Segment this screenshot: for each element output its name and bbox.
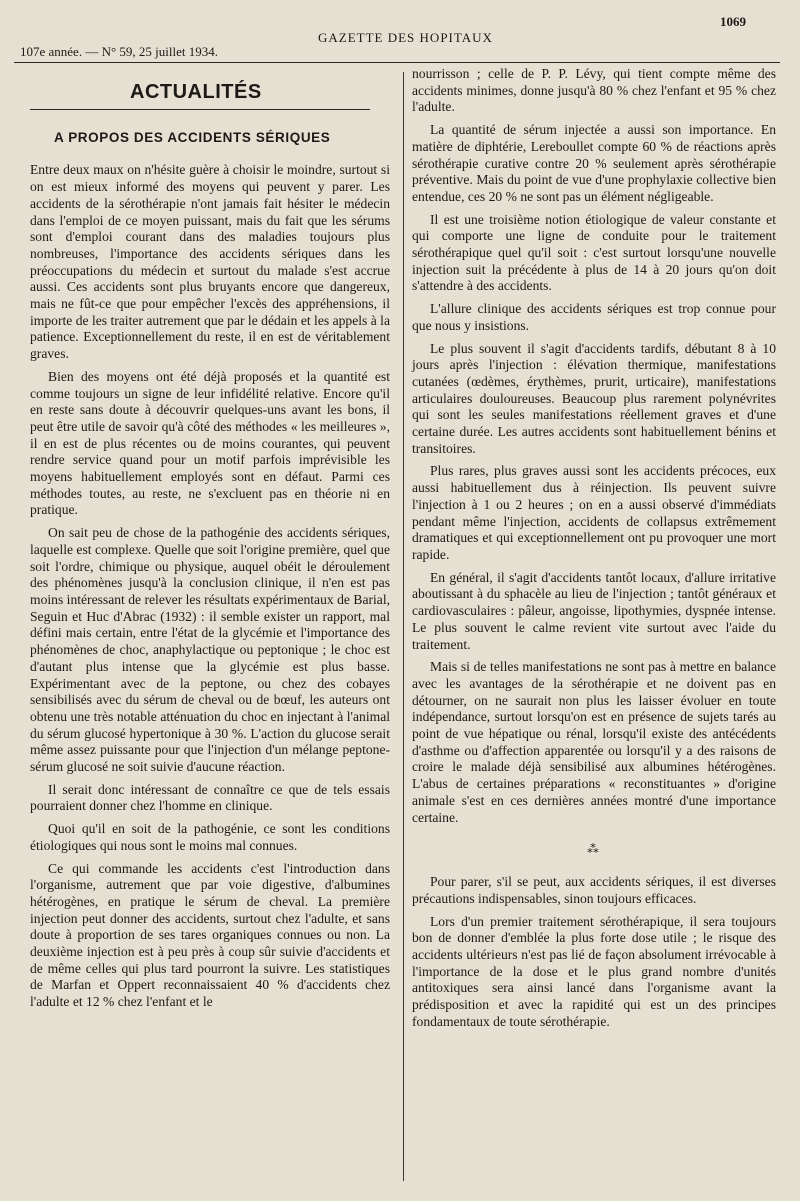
paragraph: Il serait donc intéressant de connaître ce que de tels essais pourraient donner chez l'homme en clinique.	[30, 781, 390, 814]
paragraph: Plus rares, plus graves aussi sont les accidents précoces, eux aussi habituellement dus à réinjection. Ils peuvent suivre l'injection à 1 ou 2 heures ; on en a aussi observé d'immédiats pendant même l'injection, accidents de collapsus extrêmement dramatiques et qui exceptionnellement ont pu provoquer une mort rapide.	[412, 463, 776, 562]
right-column	[412, 66, 776, 1037]
paragraph: Entre deux maux on n'hésite guère à choisir le moindre, surtout si on est mieux informé des moyens qui peuvent y parer. Les accidents de la sérothérapie n'ont jamais fait hésiter le médecin dans l'emploi de ce moyen puissant, mais du fait que les sérums sont d'emploi courant dans des maladies toujours plus nombreuses, l'importance des accidents sériques dans les préoccupations du médecin et surtout du malade s'est accrue aussi. Ces accidents sont plus bruyants encore que dangereux, mais ne fût-ce que pour empêcher l'excès des appréhensions, il importe de les traiter autrement que par le dédain et les appels à la patience. Exceptionnellement du reste, il en est de véritablement graves.	[30, 162, 390, 362]
issue-line: 107e année. — N° 59, 25 juillet 1934.	[20, 44, 218, 59]
running-head	[20, 30, 780, 59]
paragraph: La quantité de sérum injectée a aussi son importance. En matière de diphtérie, Lereboullet compte 60 % de réactions après sérothérapie curative contre 20 % seulement après sérothérapie préventive. Mais du point de vue d'une prophylaxie collective bien entendue, ces 20 % ne sont pas un élément négligeable.	[412, 122, 776, 204]
paragraph: Le plus souvent il s'agit d'accidents tardifs, débutant 8 à 10 jours après l'injection : élévation thermique, manifestations cutanées (œdèmes, érythèmes, prurit, urticaire), manifestations articulaires douloureuses. Beaucoup plus rarement polynévrites qui sont les seules manifestations réellement graves et d'une certaine durée. Les autres accidents sont habituellement bénins et transitoires.	[412, 340, 776, 456]
paragraph: Ce qui commande les accidents c'est l'introduction dans l'organisme, autrement que par voie digestive, d'albumines hétérogènes, en pratique le sérum de cheval. La première injection peut donner des accidents, surtout chez l'adulte, et sans doute à proportion de ses tares organiques connues ou non. La deuxième injection est à peu près à coup sûr suivie d'accidents et de même celles qui plus tard pourront la suivre. Les statistiques de Marfan et Oppert reconnaissaient 40 % d'accidents chez l'adulte et 12 % chez l'enfant et le	[30, 860, 390, 1010]
paragraph: Quoi qu'il en soit de la pathogénie, ce sont les conditions étiologiques qui nous sont le moins mal connues.	[30, 821, 390, 853]
header-rule	[14, 62, 780, 63]
left-column	[30, 72, 390, 1017]
section-rule	[30, 109, 370, 110]
paragraph: On sait peu de chose de la pathogénie des accidents sériques, laquelle est complexe. Quelle que soit l'origine première, quel que soit l'ordre, chimique ou physique, auquel obéit le déroulement des phénomènes jusqu'à la conclusion clinique, il n'en est pas moins intéressant de relever les résultats expérimentaux de Barial, Seguin et Huc d'Abrac (1932) : il semble exister un rapport, mal défini mais certain, entre l'état de la glycémie et l'importance des phénomènes de choc, anaphylactique ou peptonique ; le choc est d'autant plus intense que la glycémie est plus basse. Expérimentant avec de la peptone, ou chez des cobayes sensibilisés avec du sérum de cheval ou de bœuf, les auteurs ont obtenu une très notable atténuation du choc en injectant à l'animal du sérum glucosé hypertonique à 30 %. L'action du glucose serait même assez puissante pour que l'injection d'un mélange peptone-sérum glucosé ne soit suivie d'aucune réaction.	[30, 525, 390, 775]
paragraph: nourrisson ; celle de P. P. Lévy, qui tient compte même des accidents minimes, donne jusqu'à 80 % chez l'enfant et 95 % chez l'adulte.	[412, 66, 776, 115]
paragraph: Il est une troisième notion étiologique de valeur constante et qui comporte une ligne de conduite pour le traitement sérothérapique quel qu'il soit : c'est surtout lorsqu'une nouvelle injection suit la précédente à plus de 14 à 20 jours qu'on doit s'attendre à des accidents.	[412, 211, 776, 294]
paragraph: Pour parer, s'il se peut, aux accidents sériques, il est diverses précautions indispensables, sinon toujours efficaces.	[412, 874, 776, 906]
paragraph: En général, il s'agit d'accidents tantôt locaux, d'allure irritative aboutissant à du sphacèle au lieu de l'injection ; tantôt généraux et cardiovasculaires : pâleur, angoisse, lipothymies, dyspnée intense. Le plus souvent le calme revient vite surtout avec l'aide du traitement.	[412, 569, 776, 652]
paragraph: Lors d'un premier traitement sérothérapique, il sera toujours bon de donner d'emblée la plus forte dose utile ; le risque des accidents ultérieurs n'est pas lié de façon absolument irrévocable à l'importance de la dose et le plus grand nombre d'unités antitoxiques sera ainsi lancé dans l'organisme avant la prédisposition et avec la rapidité qui est un des principes fondamentaux de toute sérothérapie.	[412, 913, 776, 1029]
section-separator: ⁂	[587, 842, 601, 857]
paragraph: L'allure clinique des accidents sériques est trop connue pour que nous y insistions.	[412, 301, 776, 333]
page-number: 1069	[720, 14, 746, 29]
article-title: A PROPOS DES ACCIDENTS SÉRIQUES	[54, 129, 331, 145]
paragraph: Mais si de telles manifestations ne sont pas à mettre en balance avec les avantages de la sérothérapie et ne doivent pas en détourner, on ne saurait non plus les laisser évoluer en toute indépendance, surtout lorsqu'on est en présence de sujets tarés au point de vue hépatique ou rénal, lorsqu'il existe des antécédents d'asthme ou d'affection apparentée ou lorsqu'il y a des raisons de croire le malade déjà sensibilisé aux albumines hétérogènes. L'abus de certaines préparations « reconstituantes » d'origine animale s'est en ces dernières années montré d'une importance certaine.	[412, 659, 776, 825]
column-rule	[403, 72, 404, 1181]
journal-title: GAZETTE DES HOPITAUX	[318, 30, 493, 45]
paragraph: Bien des moyens ont été déjà proposés et la quantité est comme toujours un signe de leur infidélité relative. Encore qu'il en reste sans doute à découvrir quelques-uns avant les bons, il peut être utile de savoir qu'à côté des méthodes « les meilleures », il en est de plus récentes ou de moins courantes, qui peuvent rendre service quand pour un motif parfois imprévisible les moyens habituellement employés sont en défaut. Parmi ces méthodes toutes, au reste, ne s'excluent pas en théorie ni en pratique.	[30, 368, 390, 518]
section-heading: ACTUALITÉS	[130, 81, 262, 103]
